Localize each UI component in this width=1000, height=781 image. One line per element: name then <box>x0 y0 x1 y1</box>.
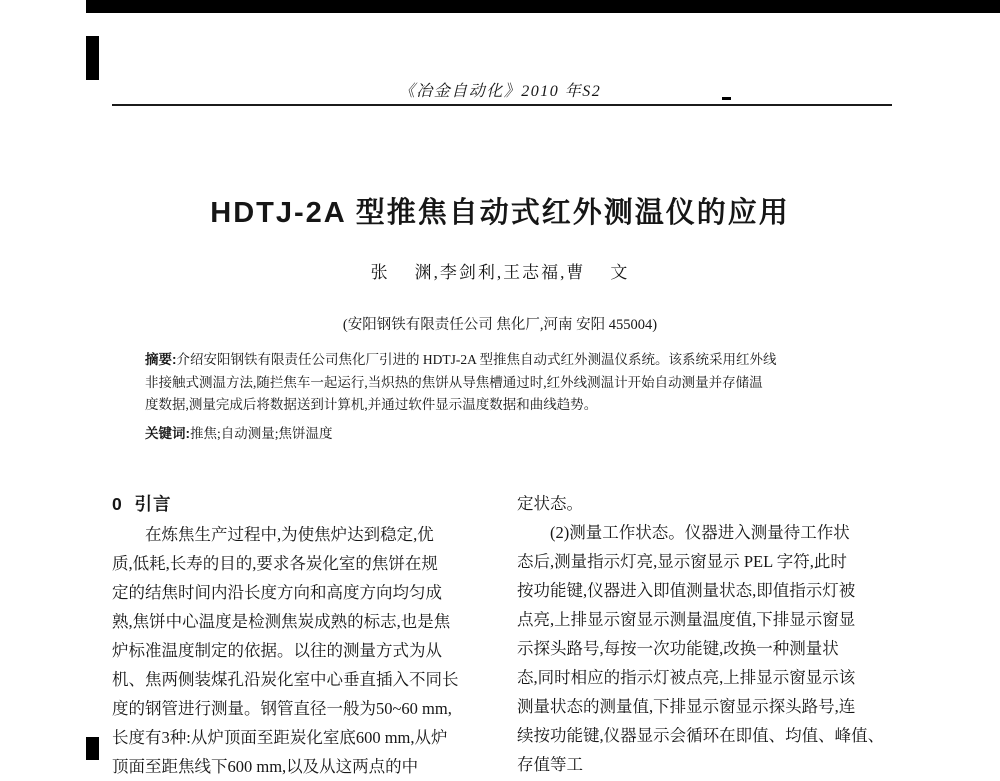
body-left-column <box>112 488 492 781</box>
text-line: 点亮,上排显示窗显示测量温度值,下排显示窗显 <box>517 610 856 629</box>
text-line: 示探头路号,每按一次功能键,改换一种测量状 <box>517 639 839 658</box>
affiliation-line: (安阳钢铁有限责任公司 焦化厂,河南 安阳 455004) <box>342 317 658 333</box>
text-line: 态,同时相应的指示灯被点亮,上排显示窗显示该 <box>517 668 856 687</box>
abstract-line <box>145 349 865 372</box>
text-line: 测量状态的测量值,下排显示窗显示探头路号,连 <box>517 697 856 716</box>
text-line: 机、焦两侧装煤孔沿炭化室中心垂直插入不同长 <box>112 670 459 689</box>
keywords-line <box>145 423 865 446</box>
scan-artifact-top-bar <box>86 0 1000 13</box>
text-line: 熟,焦饼中心温度是检测焦炭成熟的标志,也是焦 <box>112 612 451 631</box>
text-line: 长度有3种:从炉顶面至距炭化室底600 mm,从炉 <box>112 728 448 747</box>
scan-artifact-left-lower <box>86 737 99 760</box>
keywords-label: 关键词: <box>145 425 190 441</box>
scan-artifact-left-upper <box>86 36 99 80</box>
text-line: 按功能键,仪器进入即值测量状态,即值指示灯被 <box>517 581 856 600</box>
header-rule <box>112 104 892 106</box>
text-line: 定状态。 <box>517 494 583 513</box>
text-line: 度的钢管进行测量。钢管直径一般为50~60 mm, <box>112 699 452 718</box>
text-line: 态后,测量指示灯亮,显示窗显示 PEL 字符,此时 <box>517 552 847 571</box>
abstract-block <box>145 349 865 445</box>
abstract-line: 度数据,测量完成后将数据送到计算机,并通过软件显示温度数据和曲线趋势。 <box>145 397 598 412</box>
text-line: 存值等工 <box>517 755 583 774</box>
body-right-column <box>517 489 897 779</box>
text-line: 质,低耗,长寿的目的,要求各炭化室的焦饼在规 <box>112 554 438 573</box>
text-line: 炉标准温度制定的依据。以往的测量方式为从 <box>112 641 442 660</box>
paper-title: HDTJ-2A 型推焦自动式红外测温仪的应用 <box>210 197 790 229</box>
keywords-text: 推焦;自动测量;焦饼温度 <box>190 425 333 441</box>
abstract-label: 摘要: <box>145 352 177 367</box>
abstract-line: 非接触式测温方法,随拦焦车一起运行,当炽热的焦饼从导焦槽通过时,红外线测温计开始自动测量并存储温 <box>145 374 763 390</box>
journal-header: 《冶金自动化》2010 年S2 <box>398 83 602 100</box>
text-line: 在炼焦生产过程中,为使焦炉达到稳定,优 <box>145 525 434 544</box>
text-line: 顶面至距焦线下600 mm,以及从这两点的中 <box>112 757 419 776</box>
abstract-text: 介绍安阳钢铁有限责任公司焦化厂引进的 HDTJ-2A 型推焦自动式红外测温仪系统。该系统采用红外线 <box>176 352 777 367</box>
text-line: 续按功能键,仪器显示会循环在即值、均值、峰值、 <box>517 726 885 745</box>
section-heading-introduction: 0 引言 <box>112 494 172 514</box>
authors-line: 张 渊,李剑利,王志福,曹 文 <box>370 263 630 282</box>
text-line: 定的结焦时间内沿长度方向和高度方向均匀成 <box>112 583 442 602</box>
text-line: (2)测量工作状态。仪器进入测量待工作状 <box>550 523 850 542</box>
